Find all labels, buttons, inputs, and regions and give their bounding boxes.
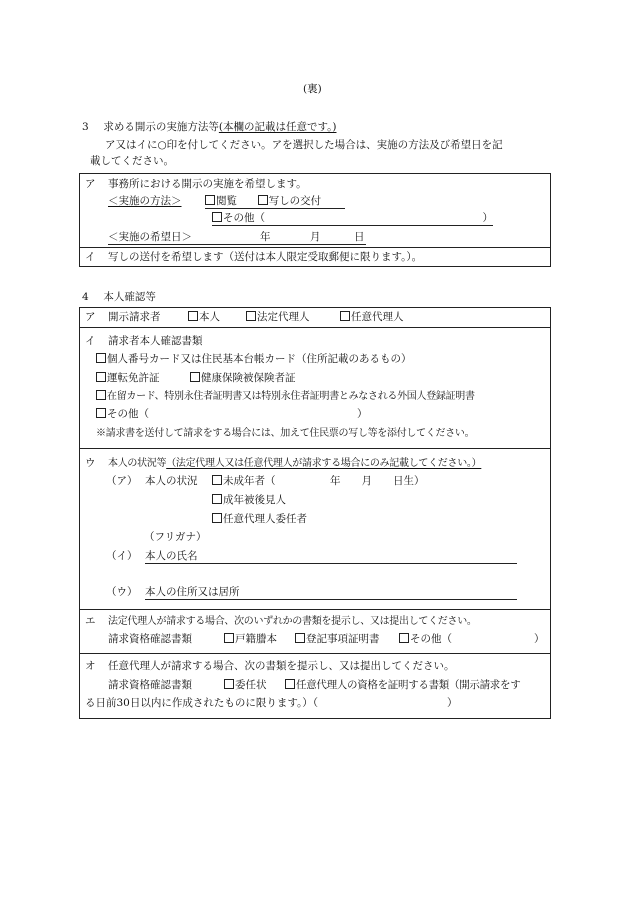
section3-a-text: 事務所における開示の実施を希望します。 [108,178,307,190]
section4-title: 本人確認等 [103,291,156,303]
section3-a-label: ア [85,178,96,190]
requester-voluntary-option[interactable] [340,311,404,324]
section4-i-label: イ [85,335,96,347]
status-ward-label: 成年被後見人 [223,494,286,506]
section3-title: 求める開示の実施方法等 [103,121,219,133]
section4-a-label: ア [85,311,96,323]
id-doc-mynumber-option[interactable] [96,353,412,366]
section4-a-text: 開示請求者 [108,311,161,323]
status-ward-checkbox[interactable] [212,494,222,504]
id-doc-other-close-paren: ） [357,408,368,420]
status-principal-checkbox[interactable] [212,513,222,523]
section3-heading [82,121,336,134]
requester-self-option[interactable] [188,311,220,324]
date-year: 年 [260,231,271,243]
voluntary-doc-letter-label: 委任状 [235,679,267,691]
status-birth-date[interactable]: 年 月 日生） [330,475,425,487]
voluntary-doc-qualification-checkbox[interactable] [285,679,295,689]
name-sub-i: （イ） [106,550,138,562]
id-doc-mynumber-label: 個人番号カード又は住民基本台帳カード（住所記載のあるもの） [107,353,412,365]
section3-i-text: 写しの送付を希望します（送付は本人限定受取郵便に限ります。）。 [108,251,423,263]
id-doc-mynumber-checkbox[interactable] [96,353,106,363]
status-ward-option[interactable] [212,494,286,507]
legal-doc-koseki-label: 戸籍謄本 [235,633,277,645]
method-label: ＜実施の方法＞ [108,195,182,207]
legal-doc-other-label: その他（ [410,633,452,645]
section4-number: 4 [82,291,89,303]
view-option[interactable] [205,195,237,207]
copy-delivery-option-label: 写しの交付 [268,195,322,207]
requester-legal-option[interactable] [246,311,310,324]
voluntary-doc-qualification-label: 任意代理人の資格を証明する書類（開示請求をす [296,679,521,691]
date-month: 月 [310,231,321,243]
legal-doc-label: 請求資格確認書類 [108,633,192,645]
status-minor-option[interactable] [212,475,276,488]
status-minor-checkbox[interactable] [212,475,222,485]
voluntary-doc-letter-checkbox[interactable] [224,679,234,689]
principal-name-field[interactable] [145,550,517,564]
id-doc-residence-checkbox[interactable] [96,390,106,400]
legal-doc-other-option[interactable] [399,633,452,646]
legal-doc-registry-option[interactable] [295,633,380,646]
method-other-row [212,212,493,226]
method-other-option[interactable] [212,212,265,224]
section3-instruction-line2: 載してください。 [90,155,174,167]
section3-instruction-line1: ア又はイに○印を付してください。アを選択した場合は、実施の方法及び希望日を記 [105,139,503,151]
section4-o-label: オ [85,660,96,672]
section4-i-title: 請求者本人確認書類 [108,335,203,347]
method-options-row [205,195,345,209]
section3-title-note: (本欄の記載は任意です。) [218,121,337,133]
id-doc-residence-label: 在留カード、特別永住者証明書又は特別永住者証明書とみなされる外国人登録証明書 [107,391,475,402]
legal-doc-other-checkbox[interactable] [399,633,409,643]
legal-doc-other-close-paren: ） [534,633,545,645]
id-doc-insurance-label: 健康保険被保険者証 [201,372,296,384]
section4-u-title-note: （法定代理人又は任意代理人が請求する場合にのみ記載してください。） [166,458,482,469]
legal-doc-koseki-checkbox[interactable] [224,633,234,643]
id-doc-other-label: その他（ [107,408,149,420]
voluntary-doc-letter-option[interactable] [224,679,267,692]
method-other-close-paren: ） [482,212,493,224]
requester-legal-label: 法定代理人 [257,311,310,323]
id-doc-insurance-checkbox[interactable] [190,372,200,382]
copy-delivery-option[interactable] [258,195,322,207]
date-day: 日 [354,231,365,243]
page-side-label: (裏) [303,83,322,95]
desired-date-label: ＜実施の希望日＞ [108,231,192,243]
requester-voluntary-label: 任意代理人 [351,311,404,323]
requester-voluntary-checkbox[interactable] [340,311,350,321]
id-doc-insurance-option[interactable] [190,372,296,385]
id-doc-license-checkbox[interactable] [96,372,106,382]
copy-delivery-checkbox[interactable] [258,195,268,205]
view-checkbox[interactable] [205,195,215,205]
address-sub-u: （ウ） [106,586,138,598]
legal-doc-registry-checkbox[interactable] [295,633,305,643]
principal-address-label: 本人の住所又は居所 [145,586,240,598]
voluntary-doc-label: 請求資格確認書類 [108,679,192,691]
id-doc-residence-option[interactable] [96,390,475,403]
section4-heading [82,291,156,304]
status-principal-option[interactable] [212,513,307,526]
section4-o-text: 任意代理人が請求する場合、次の書類を提示し、又は提出してください。 [108,660,455,672]
id-doc-other-option[interactable] [96,408,149,421]
section4-divider-3 [79,609,551,610]
section3-i-label: イ [85,251,96,263]
id-doc-other-checkbox[interactable] [96,408,106,418]
section4-u-label: ウ [85,457,96,469]
method-other-label: その他（ [223,212,265,224]
method-other-checkbox[interactable] [212,212,222,222]
legal-doc-registry-label: 登記事項証明書 [306,633,380,645]
principal-address-field[interactable] [145,586,517,600]
status-minor-label: 未成年者（ [223,475,276,487]
section4-divider-2 [79,448,551,449]
status-principal-label: 任意代理人委任者 [223,513,307,525]
status-label: 本人の状況 [145,475,198,487]
section3-number: 3 [82,121,89,133]
furigana-label: （フリガナ） [144,531,207,543]
legal-doc-koseki-option[interactable] [224,633,277,646]
view-option-label: 閲覧 [216,195,237,207]
status-sub-a: （ア） [106,475,138,487]
requester-self-label: 本人 [199,311,220,323]
section4-box [79,307,551,719]
section4-e-text: 法定代理人が請求する場合、次のいずれかの書類を提示し、又は提出してください。 [108,616,477,627]
section3-divider [79,247,551,248]
section4-divider-4 [79,653,551,654]
id-doc-note: ※請求書を送付して請求をする場合には、加えて住民票の写し等を添付してください。 [96,428,475,439]
section4-u-title: 本人の状況等 [108,458,167,469]
id-doc-license-label: 運転免許証 [107,372,160,384]
section4-divider-1 [79,327,551,328]
id-doc-license-option[interactable] [96,372,160,385]
voluntary-doc-qualification-option[interactable] [285,679,520,692]
voluntary-doc-close-paren: ） [447,697,458,709]
requester-self-checkbox[interactable] [188,311,198,321]
section4-e-label: エ [85,615,96,627]
requester-legal-checkbox[interactable] [246,311,256,321]
principal-name-label: 本人の氏名 [145,550,198,562]
section4-u-heading [108,457,481,470]
voluntary-doc-qualification-cont: る日前30日以内に作成されたものに限ります。）（ [85,697,319,709]
desired-date-row[interactable] [108,231,366,245]
